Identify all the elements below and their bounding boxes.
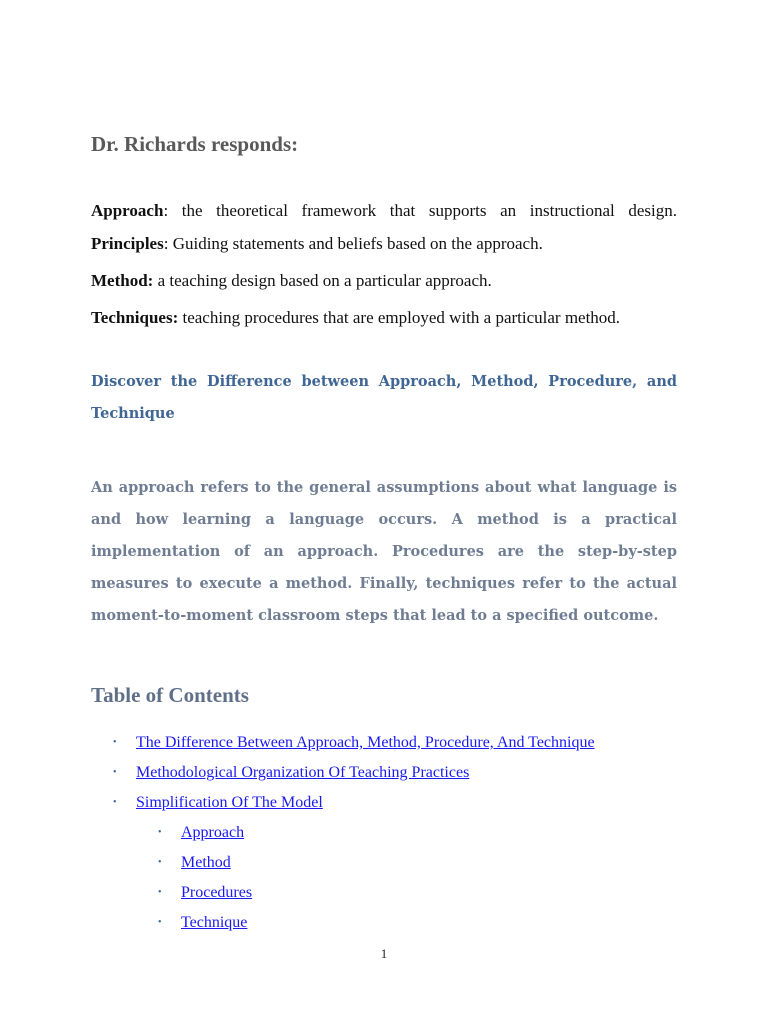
table-of-contents (91, 728, 677, 938)
toc-item (91, 908, 677, 938)
toc-item (91, 878, 677, 908)
bullet-icon: • (113, 737, 117, 748)
toc-link-technique[interactable]: Technique (181, 914, 248, 931)
toc-link-procedures[interactable]: Procedures (181, 884, 253, 901)
bullet-icon: • (113, 797, 117, 808)
bullet-icon: • (158, 887, 162, 898)
page-heading: Dr. Richards responds: (91, 132, 299, 156)
page-content (91, 128, 677, 938)
toc-link-approach[interactable]: Approach (181, 824, 245, 841)
definition-text: teaching procedures that are employed with a particular method. (178, 308, 621, 327)
toc-item (91, 728, 677, 758)
toc-link-simplification[interactable]: Simplification Of The Model (136, 794, 323, 811)
toc-link-methodological-organization[interactable]: Methodological Organization Of Teaching Practices (136, 764, 470, 781)
toc-item (91, 788, 677, 818)
bullet-icon: • (158, 827, 162, 838)
definition-separator: : (163, 234, 169, 253)
definition-term: Method: (91, 271, 154, 290)
toc-link-difference[interactable]: The Difference Between Approach, Method, Procedure, And Technique (136, 734, 595, 751)
definition-text: the theoretical framework that supports an instructional design. (168, 201, 677, 220)
definition-approach (91, 194, 677, 227)
definition-text: a teaching design based on a particular approach. (153, 271, 492, 290)
bullet-icon: • (158, 857, 162, 868)
definition-method (91, 264, 677, 297)
page-number: 1 (380, 946, 388, 961)
toc-title: Table of Contents (91, 683, 249, 707)
toc-item (91, 818, 677, 848)
section-subheading: Discover the Difference between Approach, Method, Procedure, and Technique (91, 373, 677, 422)
definition-text: Guiding statements and beliefs based on the approach. (168, 234, 543, 253)
toc-link-method[interactable]: Method (181, 854, 231, 871)
definition-term: Techniques: (91, 308, 179, 327)
toc-item (91, 848, 677, 878)
definition-term: Principles (91, 234, 164, 253)
definition-term: Approach (91, 201, 164, 220)
definitions-block (91, 194, 677, 334)
definition-principles (91, 227, 677, 260)
definition-separator: : (163, 201, 169, 220)
bullet-icon: • (158, 917, 162, 928)
bullet-icon: • (113, 767, 117, 778)
toc-item (91, 758, 677, 788)
definition-techniques (91, 301, 677, 334)
summary-paragraph: An approach refers to the general assumptions about what language is and how learning a language occurs. A method is a practical implementation of an approach. Procedures are the step-by-step measures to execute a method. Finally, techniques refer to the actual moment-to-moment classroom steps that lead to a specified outcome. (91, 479, 677, 624)
